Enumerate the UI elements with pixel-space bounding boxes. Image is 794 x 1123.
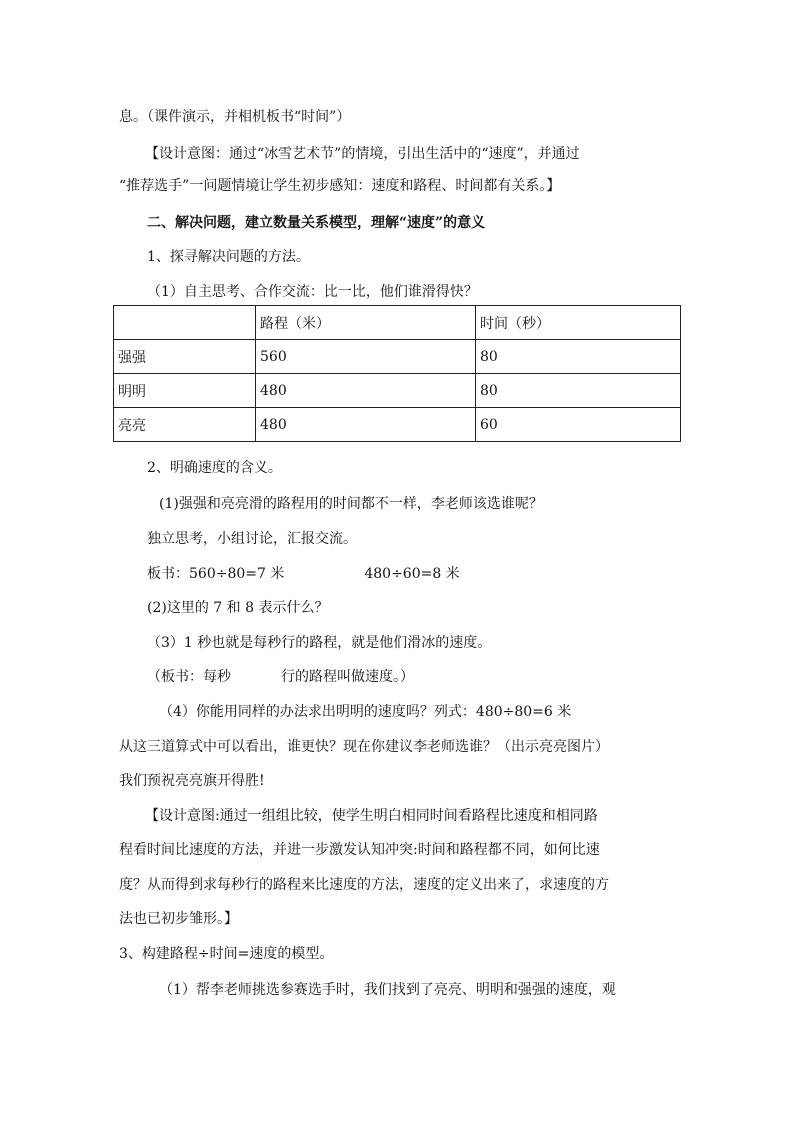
paragraph-line: 息。（课件演示，并相机板书“时间”） bbox=[119, 109, 351, 125]
data-table bbox=[113, 305, 681, 442]
table-cell: 强强 bbox=[114, 340, 256, 374]
paragraph-line: 独立思考，小组讨论，汇报交流。 bbox=[147, 531, 357, 547]
design-intent-line: 【设计意图:通过一组组比较，使学生明白相同时间看路程比速度和相同路 bbox=[145, 808, 598, 824]
board-writing-text: （板书：每秒 bbox=[147, 669, 231, 685]
design-intent-line: “推荐选手”一问题情境让学生初步感知：速度和路程、时间都有关系。】 bbox=[119, 178, 561, 194]
board-writing-formula: 480÷60=8 米 bbox=[364, 566, 460, 582]
board-writing-formula: 板书：560÷80=7 米 bbox=[147, 566, 285, 582]
table-header-row bbox=[114, 306, 681, 340]
table-cell: 80 bbox=[476, 340, 681, 374]
board-writing-line bbox=[147, 667, 707, 687]
design-intent-line: 【设计意图：通过“冰雪艺术节”的情境，引出生活中的“速度”，并通过 bbox=[145, 146, 580, 162]
section-heading: 二、解决问题，建立数量关系模型，理解“速度”的意义 bbox=[147, 215, 486, 231]
table-cell: 明明 bbox=[114, 374, 256, 408]
board-writing-line bbox=[147, 564, 707, 584]
subsection-heading: 3、构建路程÷时间=速度的模型。 bbox=[119, 946, 334, 962]
paragraph-line: （1）帮李老师挑选参赛选手时，我们找到了亮亮、明明和强强的速度，观 bbox=[159, 982, 616, 998]
paragraph-line: (2)这里的 7 和 8 表示什么？ bbox=[147, 600, 329, 616]
paragraph-line: 我们预祝亮亮旗开得胜! bbox=[119, 773, 265, 789]
paragraph-line: （3）1 秒也就是每秒行的路程，就是他们滑冰的速度。 bbox=[147, 635, 492, 651]
paragraph-line: (1)强强和亮亮滑的路程用的时间都不一样，李老师该选谁呢？ bbox=[159, 496, 543, 512]
subsection-heading: 2、明确速度的含义。 bbox=[147, 460, 282, 476]
design-intent-line: 程看时间比速度的方法，并进一步激发认知冲突:时间和路程都不同，如何比速 bbox=[119, 842, 600, 858]
table-header-cell: 路程（米） bbox=[256, 306, 476, 340]
table-cell: 60 bbox=[476, 408, 681, 442]
table-row bbox=[114, 340, 681, 374]
table-header-cell: 时间（秒） bbox=[476, 306, 681, 340]
design-intent-line: 度？从而得到求每秒行的路程来比速度的方法，速度的定义出来了，求速度的方 bbox=[119, 877, 609, 893]
subsection-heading: 1、探寻解决问题的方法。 bbox=[147, 249, 310, 265]
board-writing-text: 行的路程叫做速度。） bbox=[281, 669, 414, 685]
design-intent-line: 法也已初步雏形。】 bbox=[119, 911, 238, 927]
table-row bbox=[114, 374, 681, 408]
table-cell: 560 bbox=[256, 340, 476, 374]
paragraph-line: （1）自主思考、合作交流：比一比，他们谁滑得快？ bbox=[147, 284, 478, 300]
table-cell: 80 bbox=[476, 374, 681, 408]
table-cell: 480 bbox=[256, 374, 476, 408]
table-cell: 亮亮 bbox=[114, 408, 256, 442]
paragraph-line: 从这三道算式中可以看出，谁更快？现在你建议李老师选谁？（出示亮亮图片） bbox=[119, 739, 609, 755]
paragraph-line: （4）你能用同样的办法求出明明的速度吗？列式：480÷80=6 米 bbox=[159, 704, 572, 720]
table-header-cell bbox=[114, 306, 256, 340]
table-row bbox=[114, 408, 681, 442]
table-cell: 480 bbox=[256, 408, 476, 442]
